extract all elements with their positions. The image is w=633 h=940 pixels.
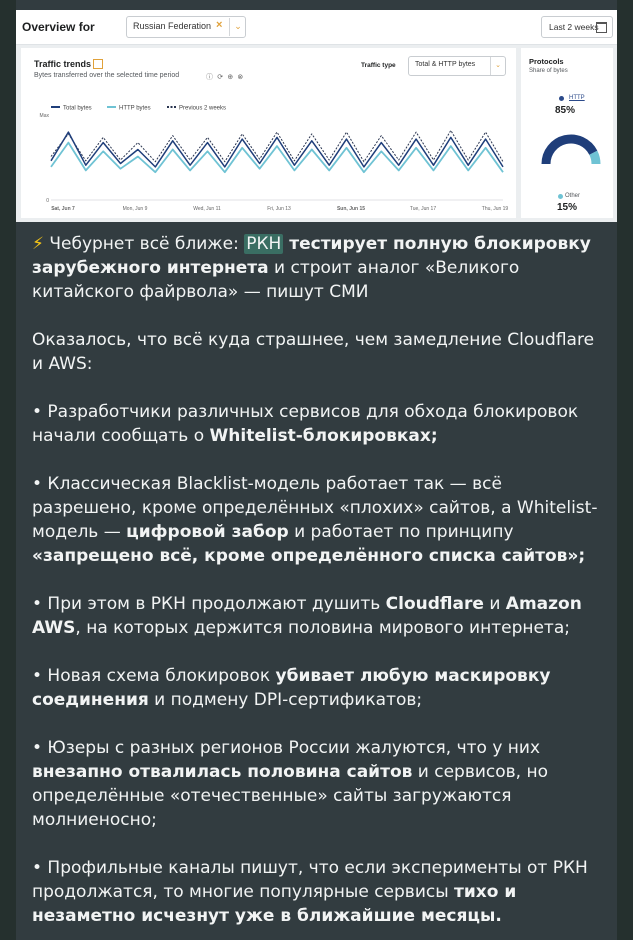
message-paragraph-8 bbox=[32, 856, 608, 928]
bold-span: тестирует полную блокировку зарубежного интернета bbox=[32, 234, 591, 278]
text-span: и работает по принципу bbox=[288, 522, 514, 542]
http-value: 85% bbox=[555, 105, 576, 116]
legend-label-0: Total bytes bbox=[63, 105, 92, 112]
message-paragraph-5 bbox=[32, 592, 608, 640]
gauge-http-arc bbox=[546, 139, 593, 164]
traffic-type-value: Total & HTTP bytes bbox=[415, 61, 476, 68]
x-tick-label: Wed, Jun 11 bbox=[193, 206, 221, 212]
http-label[interactable]: HTTP bbox=[569, 95, 585, 101]
text-span: • Разработчики различных сервисов для обхода блокировок начали сообщать о bbox=[32, 402, 579, 446]
x-tick-label: Fri, Jun 13 bbox=[267, 206, 291, 212]
rkn-highlight[interactable]: РКН bbox=[246, 234, 282, 254]
bold-span: «запрещено всё, кроме определённого списка сайтов»; bbox=[32, 546, 586, 566]
y-axis-max: Max bbox=[39, 113, 49, 119]
protocols-title: Protocols bbox=[529, 57, 564, 66]
calendar-icon bbox=[596, 22, 607, 33]
traffic-trends-panel bbox=[21, 48, 516, 218]
other-label: Other bbox=[565, 193, 581, 199]
x-tick-label: Thu, Jun 19 bbox=[481, 206, 509, 212]
http-legend-dot bbox=[559, 96, 564, 101]
date-range-select[interactable] bbox=[541, 16, 613, 38]
bold-span: Amazon AWS bbox=[32, 594, 582, 638]
x-tick-label: Mon, Jun 9 bbox=[122, 206, 148, 212]
other-value: 15% bbox=[557, 202, 578, 213]
series-line-0 bbox=[51, 132, 503, 167]
chevron-down-icon[interactable]: ⌄ bbox=[490, 57, 505, 75]
x-tick-label: Tue, Jun 17 bbox=[409, 206, 437, 212]
traffic-trends-title: Traffic trends bbox=[34, 59, 92, 69]
text-span: • Новая схема блокировок bbox=[32, 666, 276, 686]
country-select[interactable] bbox=[126, 16, 246, 38]
lightning-icon: ⚡ bbox=[32, 234, 44, 254]
other-legend-dot bbox=[558, 194, 563, 199]
text-span: и подмену DPI-сертификатов; bbox=[148, 690, 423, 710]
overview-label: Overview for bbox=[22, 20, 95, 34]
message-paragraph-1 bbox=[32, 232, 608, 304]
text-span: , на которых держится половина мирового интернета; bbox=[75, 618, 570, 638]
text-span: • Классическая Blacklist-модель работает так — всё разрешено, кроме определённых «плохих» сайтов, а Whitelist-модель — bbox=[32, 474, 598, 542]
protocols-gauge bbox=[541, 128, 601, 168]
bold-span: цифровой забор bbox=[126, 522, 289, 542]
bold-span: Cloudflare bbox=[385, 594, 484, 614]
x-tick-label: Sat, Jun 7 bbox=[51, 206, 75, 212]
bold-span: внезапно отвалилась половина сайтов bbox=[32, 762, 413, 782]
date-range-value: Last 2 weeks bbox=[549, 22, 599, 32]
chart-tools-icons[interactable]: ⓘ ⟳ ⊕ ⊗ bbox=[206, 73, 245, 81]
protocols-panel bbox=[521, 48, 613, 218]
message-paragraph-4 bbox=[32, 472, 608, 568]
traffic-type-label: Traffic type bbox=[361, 62, 396, 69]
embedded-screenshot[interactable] bbox=[16, 10, 617, 222]
text-span: • При этом в РКН продолжают душить bbox=[32, 594, 386, 614]
text-span: и строит аналог «Великого китайского файрвола» — пишут СМИ bbox=[32, 258, 520, 302]
legend-label-2: Previous 2 weeks bbox=[179, 105, 227, 112]
message-paragraph-3 bbox=[32, 400, 608, 448]
text-span: Чебурнет всё ближе: bbox=[43, 234, 245, 254]
traffic-chart bbox=[21, 48, 516, 218]
traffic-trends-subtitle: Bytes transferred over the selected time period bbox=[34, 72, 180, 79]
text-span: и сервисов, но определённые «отечественные» сайты загружаются молниеносно; bbox=[32, 762, 548, 830]
x-tick-label: Sun, Jun 15 bbox=[336, 206, 366, 212]
text-span: • Профильные каналы пишут, что если эксперименты от РКН продолжатся, то многие популярные сервисы bbox=[32, 858, 588, 902]
message-paragraph-7 bbox=[32, 736, 608, 832]
bold-span: тихо и незаметно исчезнут уже в ближайшие месяцы. bbox=[32, 882, 517, 926]
gauge-other-arc bbox=[593, 153, 596, 164]
message-paragraph-2: Оказалось, что всё куда страшнее, чем замедление Cloudflare и AWS: bbox=[32, 330, 595, 374]
text-span: и bbox=[483, 594, 506, 614]
chevron-down-icon[interactable]: ⌄ bbox=[229, 18, 246, 36]
y-axis-zero: 0 bbox=[46, 198, 49, 204]
clear-icon[interactable]: × bbox=[216, 19, 223, 31]
text-span: • Юзеры с разных регионов России жалуются, что у них bbox=[32, 738, 541, 758]
message-paragraph-6 bbox=[32, 664, 608, 712]
bold-span: убивает любую маскировку соединения bbox=[32, 666, 551, 710]
series-line-1 bbox=[51, 143, 503, 173]
bold-span: Whitelist-блокировках; bbox=[209, 426, 438, 446]
country-value: Russian Federation bbox=[133, 21, 212, 31]
legend-label-1: HTTP bytes bbox=[119, 105, 151, 112]
overview-bar bbox=[16, 10, 617, 45]
protocols-subtitle: Share of bytes bbox=[529, 68, 568, 74]
